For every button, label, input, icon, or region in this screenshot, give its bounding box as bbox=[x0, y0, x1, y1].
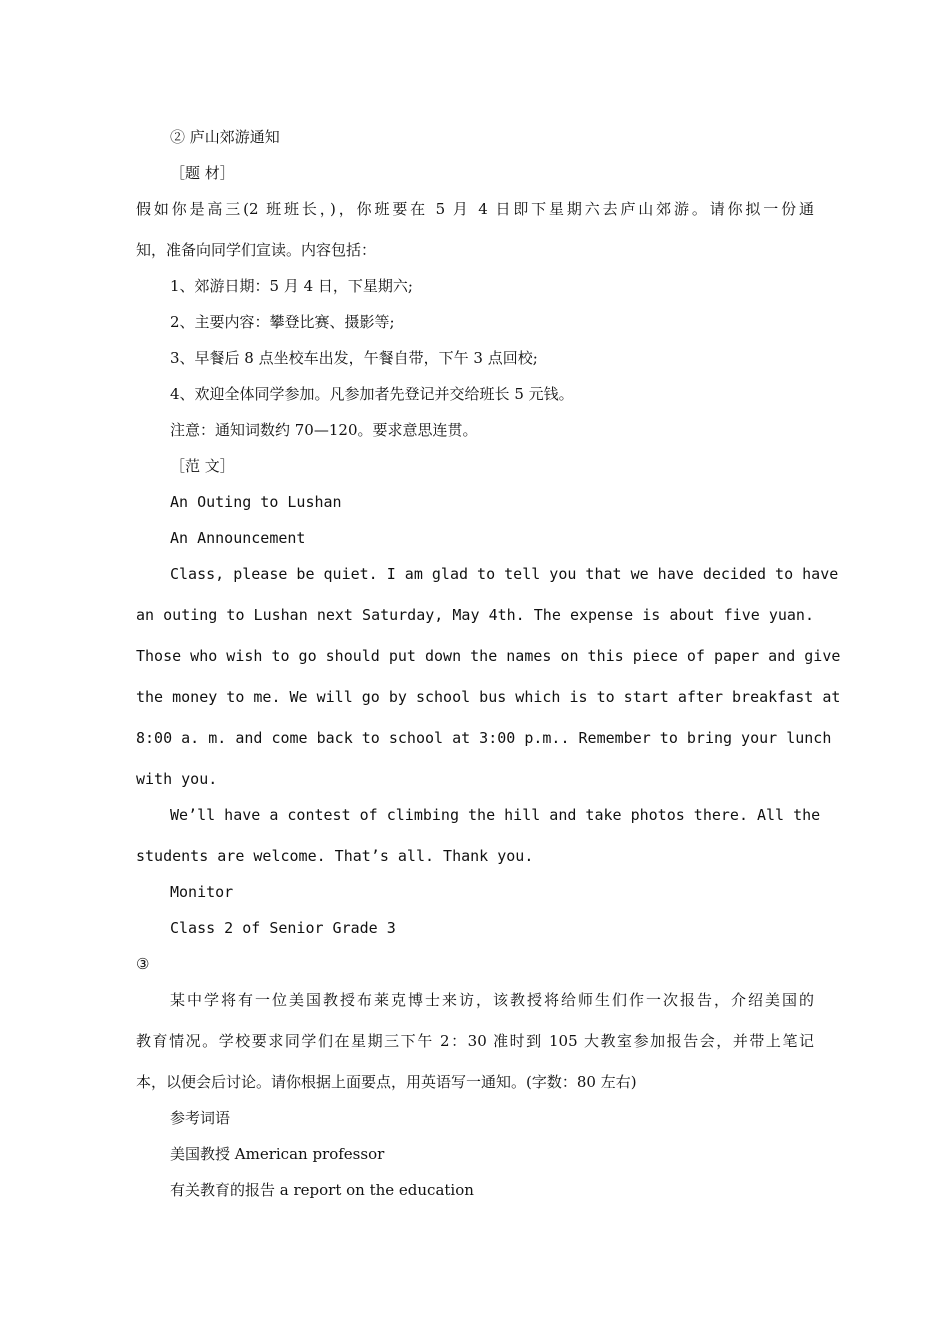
vocab-item: 美国教授 American professor bbox=[170, 1145, 385, 1163]
essay-paragraph-line: with you. bbox=[136, 770, 218, 788]
essay-paragraph-line: an outing to Lushan next Saturday, May 4th. The expense is about five yuan. bbox=[136, 606, 814, 624]
essay-title: An Outing to Lushan bbox=[170, 493, 342, 511]
essay-paragraph-line: We’ll have a contest of climbing the hill and take photos there. All the bbox=[170, 806, 821, 824]
list-item: 2、主要内容：攀登比赛、摄影等; bbox=[170, 313, 395, 331]
section-title: ② 庐山郊游通知 bbox=[170, 128, 280, 146]
signature-class: Class 2 of Senior Grade 3 bbox=[170, 919, 396, 937]
reference-label: 参考词语 bbox=[170, 1109, 231, 1127]
list-item: 1、郊游日期：5 月 4 日，下星期六; bbox=[170, 277, 413, 295]
essay-paragraph-line: the money to me. We will go by school bus which is to start after breakfast at bbox=[136, 688, 841, 706]
prompt-line: 某中学将有一位美国教授布莱克博士来访，该教授将给师生们作一次报告，介绍美国的 bbox=[170, 991, 814, 1009]
prompt-line-2: 知，准备向同学们宣读。内容包括： bbox=[136, 241, 377, 259]
essay-subtitle: An Announcement bbox=[170, 529, 306, 547]
sample-label: ［范 文］ bbox=[170, 457, 235, 475]
essay-paragraph-line: 8:00 a. m. and come back to school at 3:00 p.m.. Remember to bring your lunch bbox=[136, 729, 832, 747]
section-number: ③ bbox=[136, 955, 150, 973]
signature-monitor: Monitor bbox=[170, 883, 234, 901]
list-item: 4、欢迎全体同学参加。凡参加者先登记并交给班长 5 元钱。 bbox=[170, 385, 574, 403]
vocab-item: 有关教育的报告 a report on the education bbox=[170, 1181, 474, 1199]
prompt-line-1: 假如你是高三(2 班班长，)，你班要在 5 月 4 日即下星期六去庐山郊游。请你拟一份通 bbox=[136, 200, 814, 218]
essay-paragraph-line: students are welcome. That’s all. Thank you. bbox=[136, 847, 534, 865]
prompt-line: 教育情况。学校要求同学们在星期三下午 2：30 准时到 105 大教室参加报告会，并带上笔记 bbox=[136, 1032, 814, 1050]
prompt-line: 本，以便会后讨论。请你根据上面要点，用英语写一通知。(字数：80 左右) bbox=[136, 1073, 637, 1091]
essay-paragraph-line: Those who wish to go should put down the names on this piece of paper and give bbox=[136, 647, 841, 665]
topic-label: ［题 材］ bbox=[170, 164, 235, 182]
list-item: 3、早餐后 8 点坐校车出发，午餐自带，下午 3 点回校; bbox=[170, 349, 538, 367]
essay-paragraph-line: Class, please be quiet. I am glad to tell you that we have decided to have bbox=[170, 565, 839, 583]
word-count-note: 注意：通知词数约 70—120。要求意思连贯。 bbox=[170, 421, 478, 439]
